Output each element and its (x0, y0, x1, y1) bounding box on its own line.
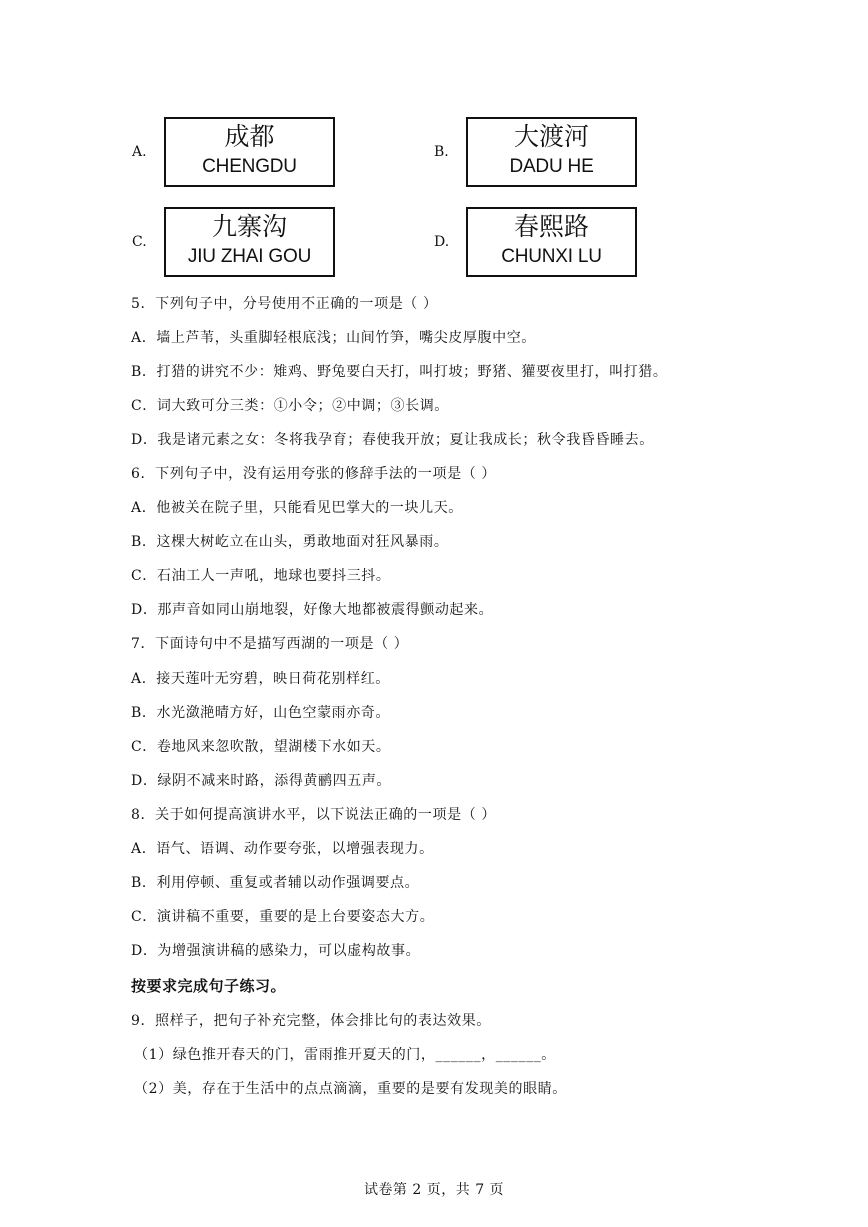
question-7-stem: 7．下面诗句中不是描写西湖的一项是（ ） (131, 636, 409, 652)
question-6-option-d: D．那声音如同山崩地裂，好像大地都被震得颤动起来。 (131, 602, 494, 618)
road-sign-b (466, 117, 637, 187)
sign-b-pinyin: DADU HE (509, 156, 594, 177)
question-8-option-a: A．语气、语调、动作要夸张，以增强表现力。 (131, 841, 434, 857)
road-sign-a (164, 117, 335, 187)
question-7-option-d: D．绿阴不减来时路，添得黄鹂四五声。 (131, 773, 392, 789)
question-6-option-b: B．这棵大树屹立在山头，勇敢地面对狂风暴雨。 (131, 534, 449, 550)
question-5-option-b: B．打猎的讲究不少：雉鸡、野兔要白天打，叫打坡；野猪、獾要夜里打，叫打猎。 (131, 364, 668, 380)
road-sign-c (164, 207, 335, 277)
question-6-stem: 6．下列句子中，没有运用夸张的修辞手法的一项是（ ） (131, 466, 496, 482)
question-9-stem: 9．照样子，把句子补充完整，体会排比句的表达效果。 (131, 1013, 491, 1029)
question-7-option-c: C．卷地风来忽吹散，望湖楼下水如天。 (131, 739, 391, 755)
question-7-option-a: A．接天莲叶无穷碧，映日荷花别样红。 (131, 671, 390, 687)
option-c-letter: C. (132, 234, 147, 250)
question-6-option-c: C．石油工人一声吼，地球也要抖三抖。 (131, 568, 391, 584)
sign-d-chinese: 春熙路 (513, 212, 589, 241)
sign-c-chinese: 九寨沟 (211, 212, 287, 241)
question-5-option-c: C．词大致可分三类：①小令；②中调；③长调。 (131, 398, 449, 414)
question-8-option-d: D．为增强演讲稿的感染力，可以虚构故事。 (131, 943, 421, 959)
road-sign-d (466, 207, 637, 277)
question-6-option-a: A．他被关在院子里，只能看见巴掌大的一块儿天。 (131, 500, 463, 516)
sign-b-chinese: 大渡河 (513, 122, 589, 151)
question-9-item-1: （1）绿色推开春天的门，雷雨推开夏天的门，______，______。 (134, 1047, 556, 1063)
option-d-letter: D. (434, 234, 450, 250)
option-b-letter: B. (434, 144, 449, 160)
question-5-stem: 5．下列句子中，分号使用不正确的一项是（ ） (131, 296, 438, 312)
sign-c-pinyin: JIU ZHAI GOU (187, 246, 312, 267)
page-footer: 试卷第 2 页，共 7 页 (363, 1182, 505, 1198)
question-8-option-b: B．利用停顿、重复或者辅以动作强调要点。 (131, 875, 420, 891)
question-5-option-d: D．我是诸元素之女：冬将我孕育；春使我开放；夏让我成长；秋令我昏昏睡去。 (131, 432, 654, 448)
sign-a-pinyin: CHENGDU (202, 156, 297, 177)
sign-d-pinyin: CHUNXI LU (501, 246, 602, 267)
question-7-option-b: B．水光潋滟晴方好，山色空蒙雨亦奇。 (131, 705, 391, 721)
question-5-option-a: A．墙上芦苇，头重脚轻根底浅；山间竹笋，嘴尖皮厚腹中空。 (131, 330, 536, 346)
sign-a-chinese: 成都 (224, 122, 275, 151)
question-9-item-2: （2）美，存在于生活中的点点滴滴，重要的是要有发现美的眼睛。 (134, 1081, 567, 1097)
option-a-letter: A. (132, 144, 147, 160)
section-heading: 按要求完成句子练习。 (131, 977, 287, 995)
question-8-option-c: C．演讲稿不重要，重要的是上台要姿态大方。 (131, 909, 435, 925)
question-8-stem: 8．关于如何提高演讲水平，以下说法正确的一项是（ ） (131, 807, 496, 823)
